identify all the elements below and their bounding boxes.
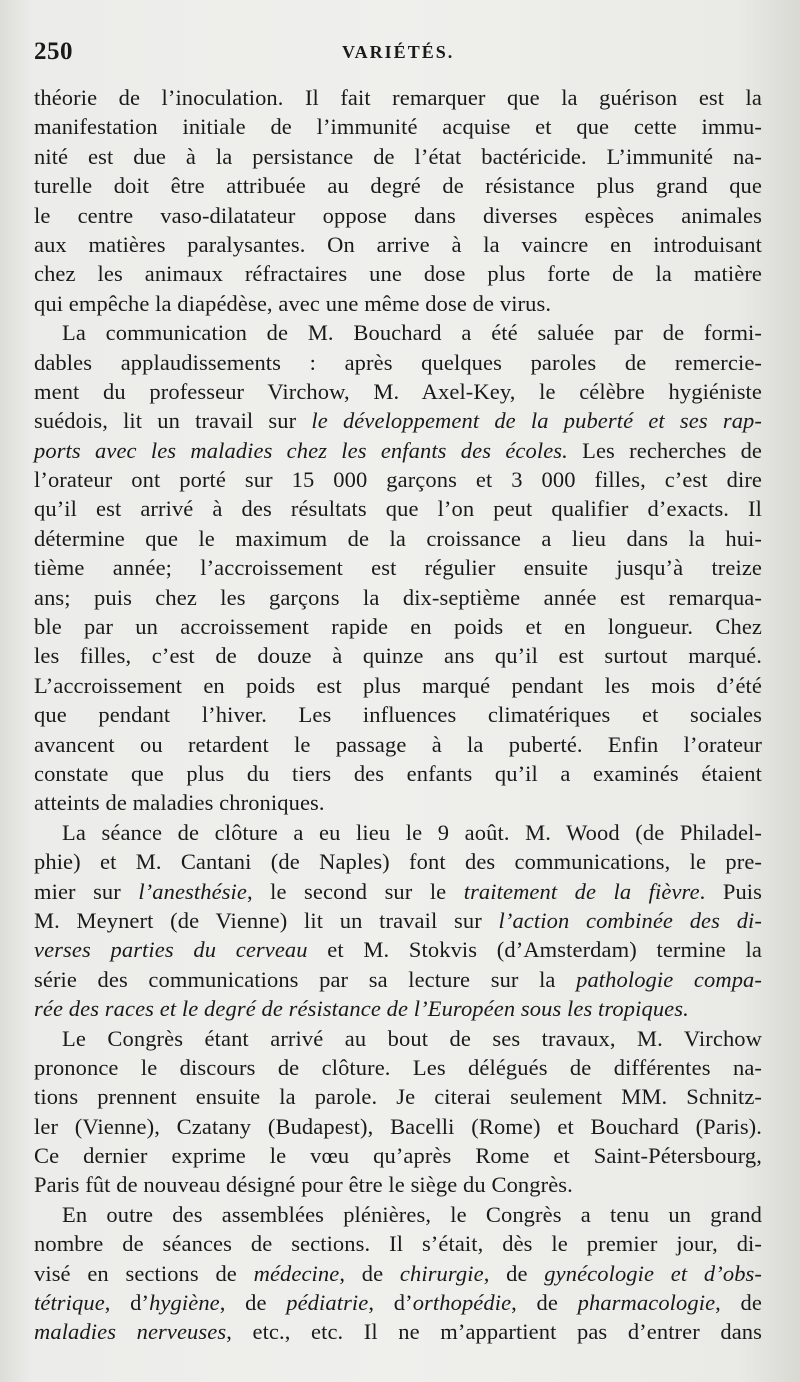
text-segment: , d’	[104, 1290, 150, 1316]
italic-text: le développement de la puberté et ses rap-	[311, 408, 763, 434]
text-segment: avancent ou retardent le passage à la puberté. Enfin l’orateur	[34, 731, 762, 757]
text-segment: tième année; l’accroissement est régulier ensuite jusqu’à treize	[34, 555, 762, 581]
text-segment: suédois, lit un travail sur	[34, 408, 312, 434]
text-segment: mier sur	[34, 878, 139, 904]
text-line	[34, 348, 762, 377]
text-segment: constate que plus du tiers des enfants qu’il a examinés étaient	[34, 760, 762, 786]
text-line	[34, 877, 762, 906]
text-line	[34, 965, 762, 994]
text-line	[34, 994, 762, 1023]
text-line	[34, 553, 762, 582]
text-line	[34, 171, 762, 200]
text-line	[34, 612, 762, 641]
text-line	[34, 1259, 762, 1288]
text-line	[34, 259, 762, 288]
text-segment: . Puis	[699, 878, 763, 904]
italic-text: gynécologie et d’obs-	[544, 1260, 762, 1286]
text-segment: les filles, c’est de douze à quinze ans qu’il est surtout marqué.	[34, 643, 762, 669]
text-segment: , de	[511, 1290, 578, 1316]
body-text	[34, 83, 762, 1347]
text-segment: , de	[339, 1260, 400, 1286]
text-segment: détermine que le maximum de la croissance a lieu dans la hui-	[34, 525, 762, 551]
text-segment: , d’	[368, 1290, 413, 1316]
text-segment: l’orateur ont porté sur 15 000 garçons et 3 000 filles, c’est dire	[34, 467, 762, 493]
text-segment: ment du professeur Virchow, M. Axel-Key, le célèbre hygiéniste	[34, 378, 762, 404]
text-segment: visé en sections de	[34, 1260, 254, 1286]
italic-text: rée des races et le degré de résistance de l’Européen sous les tropiques.	[34, 996, 689, 1022]
text-line	[34, 318, 762, 347]
text-line	[34, 700, 762, 729]
text-line	[34, 759, 762, 788]
text-segment: manifestation initiale de l’immunité acquise et que cette immu-	[34, 114, 762, 140]
page-header	[34, 38, 760, 68]
text-segment: le centre vaso-dilatateur oppose dans diverses espèces animales	[34, 202, 762, 228]
text-line	[34, 142, 762, 171]
text-segment: que pendant l’hiver. Les influences climatériques et sociales	[34, 702, 762, 728]
text-line	[34, 1141, 762, 1170]
text-segment: ble par un accroissement rapide en poids et en longueur. Chez	[34, 614, 762, 640]
text-line	[34, 1053, 762, 1082]
text-line	[34, 201, 762, 230]
italic-text: médecine	[253, 1260, 340, 1286]
text-line	[34, 1229, 762, 1258]
italic-text: pédiatrie	[286, 1290, 369, 1316]
text-segment: dables applaudissements : après quelques paroles de remercie-	[34, 349, 762, 375]
text-segment: théorie de l’inoculation. Il fait remarquer que la guérison est la	[34, 85, 762, 110]
text-line	[34, 1317, 762, 1346]
text-line	[34, 524, 762, 553]
text-segment: nombre de séances de sections. Il s’était, dès le premier jour, di-	[34, 1231, 762, 1257]
text-line	[34, 465, 762, 494]
text-line	[34, 1082, 762, 1111]
italic-text: chirurgie	[399, 1260, 484, 1286]
text-segment: aux matières paralysantes. On arrive à la vaincre en introduisant	[34, 231, 762, 257]
text-line	[34, 818, 762, 847]
italic-text: ports avec les maladies chez les enfants des écoles.	[34, 437, 568, 463]
text-segment: et M. Stokvis (d’Amsterdam) termine la	[307, 937, 762, 963]
text-segment: La communication de M. Bouchard a été saluée par de formi-	[62, 320, 762, 346]
italic-text: verses parties du cerveau	[34, 937, 308, 963]
text-segment: qui empêche la diapédèse, avec une même dose de virus.	[34, 290, 552, 316]
italic-text: pharmacologie	[577, 1290, 716, 1316]
text-segment: ler (Vienne), Czatany (Budapest), Bacelli (Rome) et Bouchard (Paris).	[34, 1113, 762, 1139]
text-segment: série des communications par sa lecture sur la	[34, 966, 577, 992]
text-segment: Paris fût de nouveau désigné pour être le siège du Congrès.	[34, 1172, 573, 1198]
text-line	[34, 230, 762, 259]
text-line	[34, 289, 762, 318]
italic-text: tétrique	[34, 1290, 105, 1316]
text-segment: L’accroissement en poids est plus marqué pendant les mois d’été	[34, 672, 762, 698]
text-line	[34, 1288, 762, 1317]
text-line	[34, 377, 762, 406]
running-head: VARIÉTÉS.	[342, 42, 455, 62]
italic-text: maladies nerveuses	[34, 1319, 227, 1345]
text-line	[34, 788, 762, 817]
text-segment: ans; puis chez les garçons la dix-septième année est remarqua-	[34, 584, 762, 610]
text-segment: , de	[219, 1290, 287, 1316]
text-segment: phie) et M. Cantani (de Naples) font des communications, le pre-	[34, 849, 762, 875]
text-line	[34, 583, 762, 612]
text-segment: , de	[715, 1290, 762, 1316]
text-line	[34, 935, 762, 964]
text-segment: chez les animaux réfractaires une dose plus forte de la matière	[34, 261, 762, 287]
text-line	[34, 730, 762, 759]
text-segment: Ce dernier exprime le vœu qu’après Rome et Saint-Pétersbourg,	[34, 1143, 762, 1169]
page-number: 250	[34, 38, 73, 65]
text-segment: qu’il est arrivé à des résultats que l’on peut qualifier d’exacts. Il	[34, 496, 762, 522]
text-segment: , etc., etc. Il ne m’appartient pas d’entrer dans	[226, 1319, 763, 1345]
italic-text: l’anesthésie	[138, 878, 247, 904]
text-line	[34, 112, 762, 141]
text-line	[34, 1170, 762, 1199]
text-segment: , le second sur le	[247, 878, 464, 904]
text-segment: M. Meynert (de Vienne) lit un travail sur	[34, 907, 499, 933]
text-segment: En outre des assemblées plénières, le Congrès a tenu un grand	[62, 1201, 762, 1227]
text-line	[34, 83, 762, 112]
text-line	[34, 671, 762, 700]
italic-text: orthopédie	[412, 1290, 512, 1316]
text-line	[34, 494, 762, 523]
text-segment: tions prennent ensuite la parole. Je citerai seulement MM. Schnitz-	[34, 1084, 762, 1110]
text-line	[34, 406, 762, 435]
text-segment: Les recherches de	[567, 437, 763, 463]
text-segment: La séance de clôture a eu lieu le 9 août. M. Wood (de Philadel-	[62, 819, 762, 845]
text-segment: atteints de maladies chroniques.	[34, 790, 325, 816]
text-line	[34, 641, 762, 670]
italic-text: l’action combinée des di-	[498, 907, 762, 933]
text-line	[34, 436, 762, 465]
text-line	[34, 1200, 762, 1229]
text-segment: prononce le discours de clôture. Les délégués de différentes na-	[34, 1054, 762, 1080]
text-segment: nité est due à la persistance de l’état bactéricide. L’immunité na-	[34, 143, 762, 169]
text-segment: , de	[483, 1260, 545, 1286]
text-line	[34, 906, 762, 935]
text-segment: turelle doit être attribuée au degré de résistance plus grand que	[34, 173, 762, 199]
text-line	[34, 1024, 762, 1053]
text-segment: Le Congrès étant arrivé au bout de ses travaux, M. Virchow	[62, 1025, 762, 1051]
text-line	[34, 1112, 762, 1141]
italic-text: traitement de la fièvre	[463, 878, 700, 904]
text-line	[34, 847, 762, 876]
italic-text: hygiène	[149, 1290, 220, 1316]
italic-text: pathologie compa-	[576, 966, 762, 992]
